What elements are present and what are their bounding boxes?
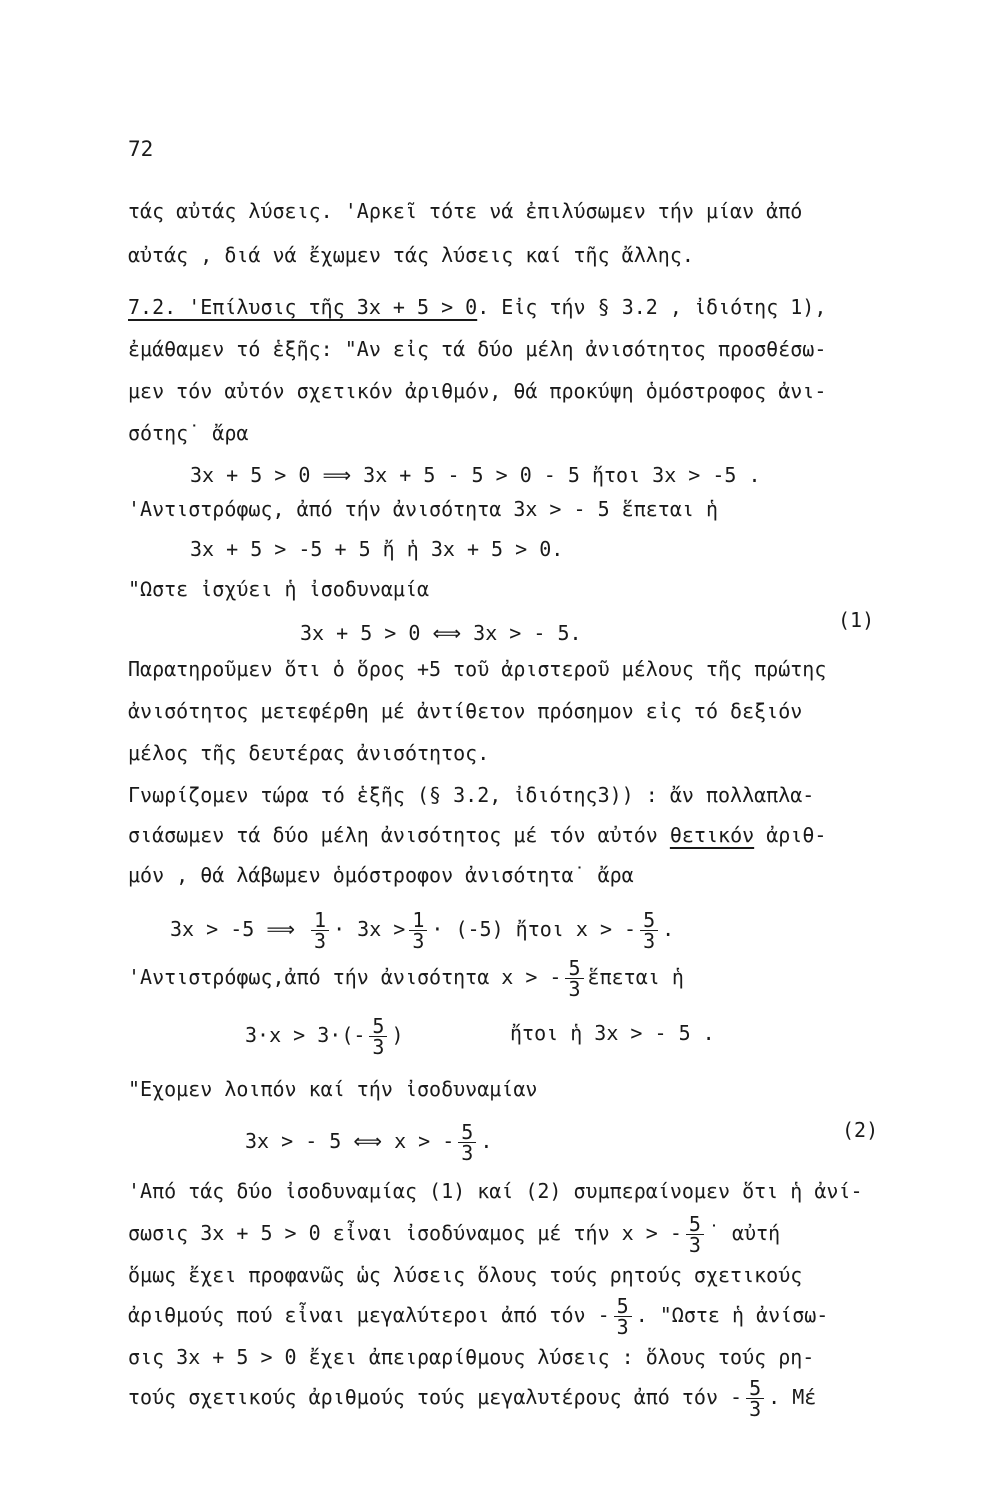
text-line: ἐμάθαμεν τό ἑξῆς: "Αν εἰς τά δύο μέλη ἀνισότητος προσθέσω- xyxy=(128,337,827,361)
page-number: 72 xyxy=(128,137,154,161)
text-run: . "Ωστε ἡ ἀνίσω- xyxy=(635,1303,829,1327)
text-run: σωσις 3x + 5 > 0 εἶναι ἰσοδύναμος μέ τήν x > - xyxy=(128,1221,682,1245)
text-run: . Εἰς τήν § 3.2 , ἰδιότης 1), xyxy=(477,295,827,319)
text-line: 'Αντιστρόφως, ἀπό τήν ἀνισότητα 3x > - 5 ἕπεται ἡ xyxy=(128,497,719,521)
section-heading: 7.2. 'Επίλυσις τῆς 3x + 5 > 0 xyxy=(128,295,478,319)
fraction-five-thirds: $\frac{5}{3}$ xyxy=(614,1296,632,1337)
text-run: ἕπεται ἡ xyxy=(587,965,684,989)
equation-number: (1) xyxy=(838,608,875,632)
text-run: τούς σχετικούς ἀριθμούς τούς μεγαλυτέρους ἀπό τόν - xyxy=(128,1385,743,1409)
text-line: ἀνισότητος μετεφέρθη μέ ἀντίθετον πρόσημον εἰς τό δεξιόν xyxy=(128,699,803,723)
emphasis-underlined: θετικόν xyxy=(669,823,755,847)
math-line: 3x + 5 > 0 ⟹ 3x + 5 - 5 > 0 - 5 ἤτοι 3x > -5 . xyxy=(190,463,761,487)
math-line: ἤτοι ἡ 3x > - 5 . xyxy=(510,1021,715,1045)
math-run: · 3x > xyxy=(333,917,406,941)
text-line xyxy=(128,1214,780,1255)
text-line: 'Από τάς δύο ἰσοδυναμίας (1) καί (2) συμπεραίνομεν ὅτι ἡ ἀνί- xyxy=(128,1179,863,1203)
text-line: μόν , θά λάβωμεν ὁμόστροφον ἀνισότητα˙ ἄρα xyxy=(128,863,634,887)
text-line: μέλος τῆς δευτέρας ἀνισότητος. xyxy=(128,741,490,765)
fraction-five-thirds: $\frac{5}{3}$ xyxy=(640,910,658,951)
text-line: τάς αὐτάς λύσεις. 'Αρκεῖ τότε νά ἐπιλύσωμεν τήν μίαν ἀπό xyxy=(128,199,803,223)
fraction-one-third: $\frac{1}{3}$ xyxy=(409,910,427,951)
math-line: 3x + 5 > -5 + 5 ἤ ἡ 3x + 5 > 0. xyxy=(190,537,564,561)
text-line: "Εχομεν λοιπόν καί τήν ἰσοδυναμίαν xyxy=(128,1077,538,1101)
text-run: ἀριθμούς πού εἶναι μεγαλύτεροι ἀπό τόν - xyxy=(128,1303,610,1327)
math-run: · (-5) ἤτοι x > - xyxy=(431,917,637,941)
text-run: 'Αντιστρόφως,ἀπό τήν ἀνισότητα x > - xyxy=(128,965,562,989)
text-line: μεν τόν αὐτόν σχετικόν ἀριθμόν, θά προκύψη ὁμόστροφος ἀνι- xyxy=(128,379,827,403)
math-run: 3·x > 3·(- xyxy=(245,1023,366,1047)
text-line: αὐτάς , διά νά ἔχωμεν τάς λύσεις καί τῆς ἄλλης. xyxy=(128,243,694,267)
text-line: ὅμως ἔχει προφανῶς ὡς λύσεις ὅλους τούς ρητούς σχετικούς xyxy=(128,1263,803,1287)
fraction-five-thirds: $\frac{5}{3}$ xyxy=(565,958,583,999)
text-run: . Μέ xyxy=(768,1385,817,1409)
text-run: ˙ αὐτή xyxy=(707,1221,781,1245)
fraction-one-third: $\frac{1}{3}$ xyxy=(311,910,329,951)
equation-number: (2) xyxy=(842,1118,879,1142)
fraction-five-thirds: $\frac{5}{3}$ xyxy=(686,1214,704,1255)
text-line: Παρατηροῦμεν ὅτι ὁ ὅρος +5 τοῦ ἀριστεροῦ μέλους τῆς πρώτης xyxy=(128,657,827,681)
math-line: 3x + 5 > 0 ⟺ 3x > - 5. xyxy=(300,621,582,645)
text-line: Γνωρίζομεν τώρα τό ἑξῆς (§ 3.2, ἰδιότης3)) : ἄν πολλαπλα- xyxy=(128,783,815,807)
math-run: ) xyxy=(391,1023,404,1047)
math-line xyxy=(245,1122,492,1163)
math-run: 3x > -5 ⟹ xyxy=(170,917,295,941)
fraction-five-thirds: $\frac{5}{3}$ xyxy=(458,1122,476,1163)
math-run: . xyxy=(480,1129,493,1153)
text-line xyxy=(128,1378,816,1419)
text-line: "Ωστε ἰσχύει ἡ ἰσοδυναμία xyxy=(128,577,430,601)
text-line xyxy=(128,822,826,848)
text-line: σότης˙ ἄρα xyxy=(128,421,249,445)
text-run: ἀριθ- xyxy=(766,823,827,847)
text-line xyxy=(128,958,684,999)
section-heading-line xyxy=(128,294,826,320)
math-run: . xyxy=(662,917,675,941)
text-line: σις 3x + 5 > 0 ἔχει ἀπειραρίθμους λύσεις : ὅλους τούς ρη- xyxy=(128,1345,815,1369)
math-run: 3x > - 5 ⟺ x > - xyxy=(245,1129,455,1153)
text-run: σιάσωμεν τά δύο μέλη ἀνισότητος μέ τόν αὐτόν xyxy=(128,823,658,847)
math-line xyxy=(245,1016,404,1057)
fraction-five-thirds: $\frac{5}{3}$ xyxy=(746,1378,764,1419)
fraction-five-thirds: $\frac{5}{3}$ xyxy=(369,1016,387,1057)
math-line xyxy=(170,910,674,951)
text-line xyxy=(128,1296,828,1337)
